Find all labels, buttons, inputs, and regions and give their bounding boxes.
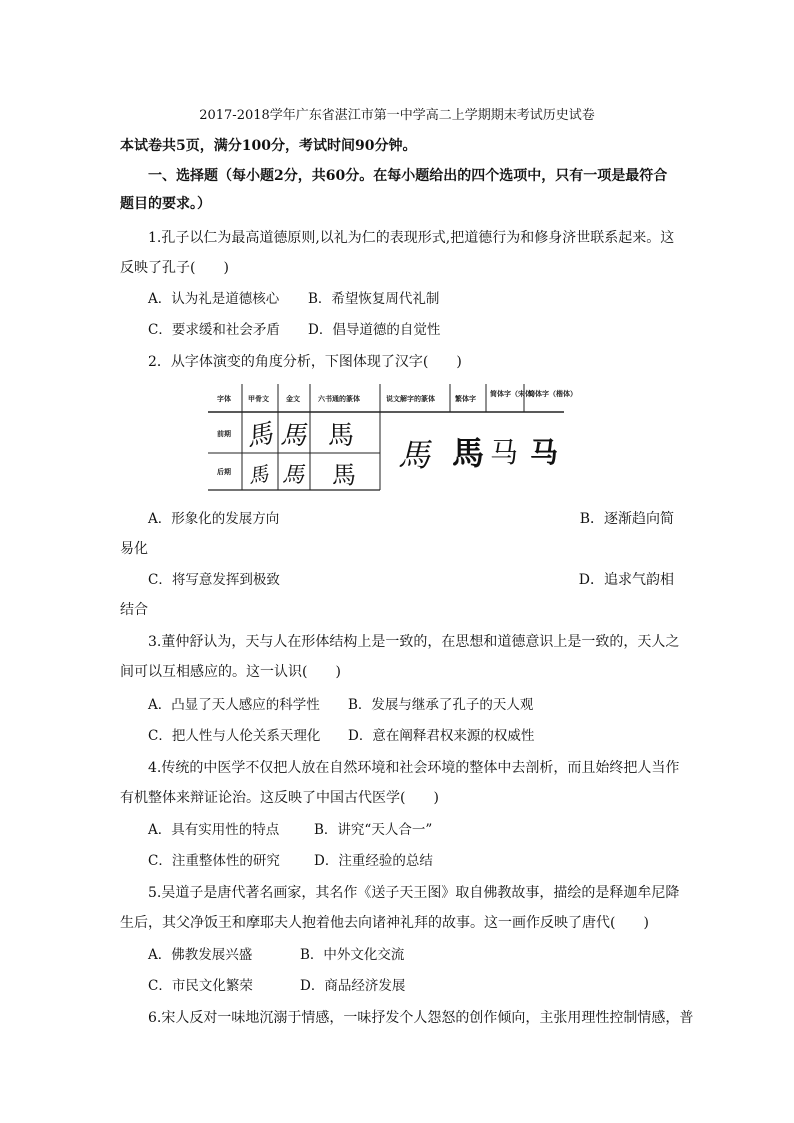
table-row-late: 后期 <box>217 468 231 476</box>
q4-options-ab <box>148 820 704 840</box>
section-heading: 一、选择题（每小题2分，共60分。在每小题给出的四个选项中，只有一项是最符合 <box>148 168 668 184</box>
table-header-jinwen: 金文 <box>286 395 300 403</box>
q2-option-a[interactable]: A．形象化的发展方向 <box>148 511 280 527</box>
table-header-ziti: 字体 <box>217 395 231 403</box>
glyph-jianti-song: 马 <box>490 436 519 469</box>
exam-title: 2017-2018学年广东省湛江市第一中学高二上学期期末考试历史试卷 <box>199 108 595 123</box>
q4-option-d[interactable]: D．注重经验的总结 <box>314 853 433 869</box>
table-header-fanti: 繁体字 <box>455 395 476 403</box>
glyph-liushu-late: 馬 <box>332 461 356 489</box>
q1-option-a[interactable]: A．认为礼是道德核心 <box>148 291 280 307</box>
q2-option-d-cont: 结合 <box>120 602 148 618</box>
q3-stem-cont: 间可以互相感应的。这一认识( ) <box>120 664 341 680</box>
q2-option-d[interactable]: D．追求气韵相 <box>578 572 674 588</box>
glyph-jiagu-early: 馬 <box>243 418 276 454</box>
q1-option-b[interactable]: B．希望恢复周代礼制 <box>308 291 440 307</box>
q2-option-b[interactable]: B．逐渐趋向简 <box>579 511 674 527</box>
q2-option-b-cont: 易化 <box>120 541 148 557</box>
q3-options-cd <box>148 726 704 746</box>
table-header-jiaguwen: 甲骨文 <box>248 395 269 403</box>
q1-option-c[interactable]: C．要求缓和社会矛盾 <box>148 322 280 338</box>
q2-option-c[interactable]: C．将写意发挥到极致 <box>148 572 280 588</box>
q5-option-a[interactable]: A．佛教发展兴盛 <box>148 947 253 963</box>
exam-info: 本试卷共5页，满分100分，考试时间90分钟。 <box>120 138 417 154</box>
q4-options-cd <box>148 851 704 871</box>
q3-option-b[interactable]: B．发展与继承了孔子的天人观 <box>348 697 534 713</box>
q1-option-d[interactable]: D．倡导道德的自觉性 <box>308 322 441 338</box>
glyph-jianti-kai: 马 <box>530 436 559 469</box>
character-evolution-table <box>208 384 577 494</box>
q3-options-ab <box>148 695 704 715</box>
table-header-liushutong: 六书通的篆体 <box>318 395 360 403</box>
glyph-shuowen: 馬 <box>398 436 431 474</box>
table-header-jianti-kai: 简体字（楷体） <box>528 390 577 398</box>
table-row-early: 前期 <box>217 430 231 438</box>
q5-option-c[interactable]: C．市民文化繁荣 <box>148 978 253 994</box>
q2-stem: 2．从字体演变的角度分析，下图体现了汉字( ) <box>148 354 462 370</box>
q5-options-ab <box>148 945 704 965</box>
glyph-liushu-early: 馬 <box>328 421 355 451</box>
q3-option-d[interactable]: D．意在阐释君权来源的权威性 <box>348 728 535 744</box>
q6-stem: 6.宋人反对一味地沉溺于情感，一味抒发个人怨怒的创作倾向，主张用理性控制情感，普 <box>148 1010 694 1026</box>
q3-option-a[interactable]: A．凸显了天人感应的科学性 <box>148 697 320 713</box>
glyph-fanti: 馬 <box>452 434 485 472</box>
q5-stem: 5.吴道子是唐代著名画家，其名作《送子天王图》取自佛教故事，描绘的是释迦牟尼降 <box>148 885 680 901</box>
glyph-jin-late: 馬 <box>282 463 305 488</box>
q3-stem: 3.董仲舒认为，天与人在形体结构上是一致的，在思想和道德意识上是一致的，天人之 <box>148 634 680 650</box>
q5-option-d[interactable]: D．商品经济发展 <box>300 978 406 994</box>
q4-stem-cont: 有机整体来辩证论治。这反映了中国古代医学( ) <box>120 790 439 806</box>
table-header-shuowen: 说文解字的篆体 <box>386 395 435 403</box>
q5-option-b[interactable]: B．中外文化交流 <box>300 947 405 963</box>
q4-option-b[interactable]: B．讲究“天人合一” <box>314 822 433 838</box>
section-heading-cont: 题目的要求。） <box>120 196 211 212</box>
q4-option-a[interactable]: A．具有实用性的特点 <box>148 822 280 838</box>
q1-options-cd <box>148 320 704 340</box>
glyph-jiagu-late: 馬 <box>246 461 271 489</box>
q1-stem: 1.孔子以仁为最高道德原则,以礼为仁的表现形式,把道德行为和修身济世联系起来。这 <box>148 230 675 246</box>
q5-stem-cont: 生后，其父净饭王和摩耶夫人抱着他去向诸神礼拜的故事。这一画作反映了唐代( ) <box>120 915 649 931</box>
q1-stem-cont: 反映了孔子( ) <box>120 260 229 276</box>
q5-options-cd <box>148 976 704 996</box>
glyph-jin-early: 馬 <box>280 421 307 451</box>
q4-option-c[interactable]: C．注重整体性的研究 <box>148 853 280 869</box>
table-header-jianti-song: 简体字（宋体） <box>490 390 539 398</box>
q4-stem: 4.传统的中医学不仅把人放在自然环境和社会环境的整体中去剖析，而且始终把人当作 <box>148 760 680 776</box>
q3-option-c[interactable]: C．把人性与人伦关系天理化 <box>148 728 321 744</box>
q1-options-ab <box>148 289 704 309</box>
